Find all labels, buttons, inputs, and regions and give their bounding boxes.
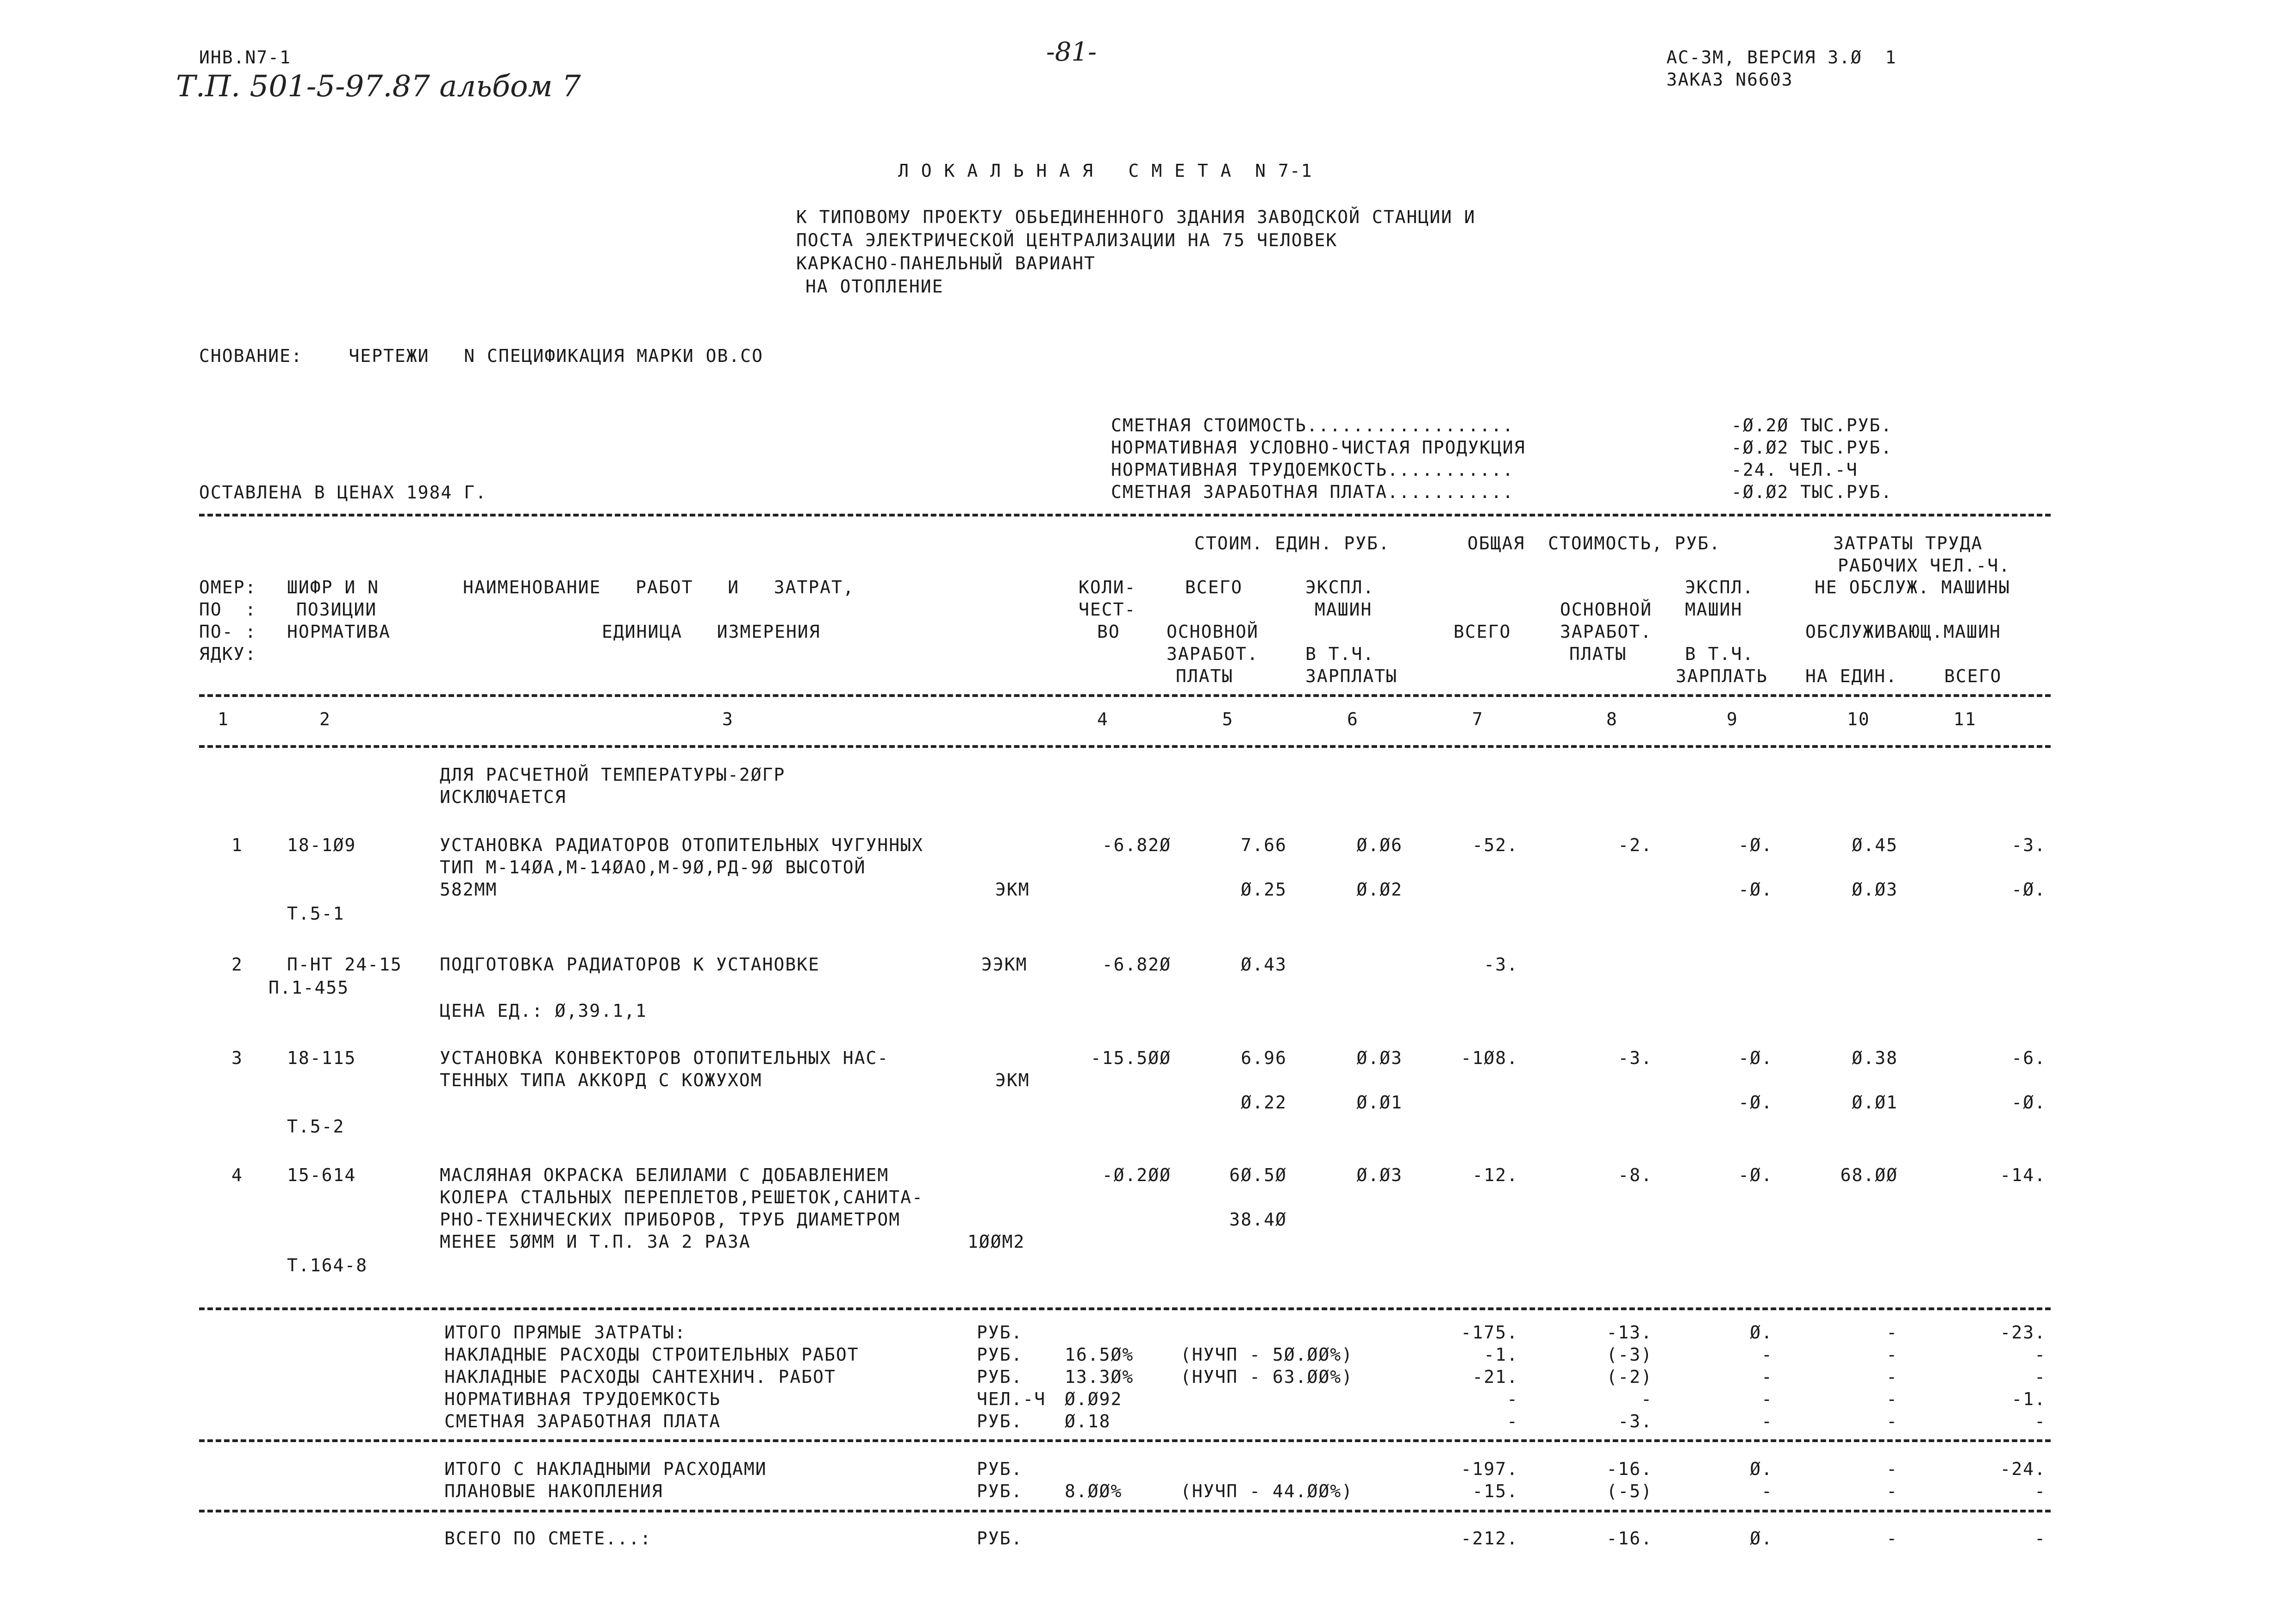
row-name: ТЕННЫХ ТИПА АККОРД С КОЖУХОМ [440, 1070, 762, 1090]
grand-total-c11: - [2034, 1528, 2046, 1549]
row-name: ПОДГОТОВКА РАДИАТОРОВ К УСТАНОВКЕ [440, 954, 820, 975]
grand-total-c8: -16. [1606, 1528, 1653, 1549]
header-col6: ЗАРПЛАТЫ [1305, 666, 1398, 686]
grand-total-label: ВСЕГО ПО СМЕТЕ...: [444, 1528, 652, 1549]
header-col6: В Т.Ч. [1305, 644, 1375, 664]
total-c9: - [1761, 1481, 1773, 1501]
handwritten-reference: Т.П. 501-5-97.87 альбом 7 [176, 69, 581, 104]
total-c10: - [1886, 1459, 1898, 1479]
row-c6: Ø.Ø3 [1356, 1048, 1403, 1068]
row-unit: ЭКМ [995, 879, 1030, 900]
grand-total-unit: РУБ. [977, 1528, 1023, 1549]
row-qty: -6.82Ø [1102, 835, 1171, 855]
total-c10: - [1886, 1411, 1898, 1431]
row-code: П-НТ 24-15 [287, 954, 402, 975]
row-c5b: Ø.22 [1241, 1092, 1287, 1113]
total-c7: -1. [1484, 1344, 1518, 1365]
row-name: УСТАНОВКА РАДИАТОРОВ ОТОПИТЕЛЬНЫХ ЧУГУННЫХ [440, 835, 923, 855]
total-c7: - [1507, 1389, 1518, 1409]
row-code: 15-614 [287, 1165, 356, 1185]
total-c9: - [1761, 1367, 1773, 1387]
total-c7: -15. [1472, 1481, 1518, 1501]
header-col4: КОЛИ- [1079, 577, 1136, 597]
total-unit: РУБ. [977, 1459, 1023, 1479]
row-c8: -3. [1618, 1048, 1653, 1068]
header-col7: ВСЕГО [1454, 622, 1511, 642]
row-c5: Ø.43 [1241, 954, 1287, 975]
total-note: (НУЧП - 5Ø.ØØ%) [1180, 1344, 1354, 1365]
total-label: СМЕТНАЯ ЗАРАБОТНАЯ ПЛАТА [444, 1411, 721, 1431]
total-label: НАКЛАДНЫЕ РАСХОДЫ СТРОИТЕЛЬНЫХ РАБОТ [444, 1344, 859, 1365]
title-line-1: К ТИПОВОМУ ПРОЕКТУ ОБЬЕДИНЕННОГО ЗДАНИЯ ЗАВОДСКОЙ СТАНЦИИ И [796, 207, 1476, 227]
row-c7: -3. [1484, 954, 1518, 975]
row-c5: 6.96 [1241, 1048, 1287, 1068]
total-c10: - [1886, 1367, 1898, 1387]
header-group-labor: ЗАТРАТЫ ТРУДА [1833, 533, 1983, 554]
total-c11: - [2034, 1367, 2046, 1387]
title-line-4: НА ОТОПЛЕНИЕ [805, 276, 944, 297]
header-group-unit: СТОИМ. ЕДИН. РУБ. [1194, 533, 1390, 554]
summary-value: -Ø.2Ø ТЫС.РУБ. [1731, 415, 1893, 436]
row-qty: -6.82Ø [1102, 954, 1171, 975]
row-c10b: Ø.Ø3 [1852, 879, 1898, 900]
header-rule [199, 694, 2051, 697]
grand-total-c10: - [1886, 1528, 1898, 1549]
col-number: 7 [1472, 709, 1484, 729]
total-label: ИТОГО С НАКЛАДНЫМИ РАСХОДАМИ [444, 1459, 767, 1479]
row-c5: 7.66 [1241, 835, 1287, 855]
row-code-ref: П.1-455 [268, 977, 349, 998]
total-c8: -16. [1606, 1459, 1653, 1479]
total-c7: -21. [1472, 1367, 1518, 1387]
row-code-ref: Т.5-1 [287, 903, 345, 924]
col-number: 8 [1606, 709, 1618, 729]
header-col5: ОСНОВНОЙ [1167, 622, 1259, 642]
row-c11: -3. [2011, 835, 2046, 855]
row-qty: -15.5ØØ [1090, 1048, 1171, 1068]
header-col9: В Т.Ч. [1685, 644, 1754, 664]
total-c11: - [2034, 1481, 2046, 1501]
row-c5b: Ø.25 [1241, 879, 1287, 900]
row-c10: Ø.38 [1852, 1048, 1898, 1068]
header-col3-b: ЕДИНИЦА ИЗМЕРЕНИЯ [602, 622, 821, 642]
row-c9: -Ø. [1738, 835, 1773, 855]
row-unit: ЭЭКМ [981, 954, 1028, 975]
inventory-number: ИНВ.N7-1 [199, 47, 292, 68]
total-c11: - [2034, 1344, 2046, 1365]
summary-label: СМЕТНАЯ ЗАРАБОТНАЯ ПЛАТА........... [1111, 482, 1514, 502]
summary-label: НОРМАТИВНАЯ ТРУДОЕМКОСТЬ........... [1111, 460, 1514, 480]
row-code: 18-1Ø9 [287, 835, 356, 855]
row-qty: -Ø.2ØØ [1102, 1165, 1171, 1185]
summary-label: НОРМАТИВНАЯ УСЛОВНО-ЧИСТАЯ ПРОДУКЦИЯ [1111, 437, 1526, 458]
total-unit: ЧЕЛ.-Ч [977, 1389, 1046, 1409]
row-number: 2 [231, 954, 243, 975]
basis-line: СНОВАНИЕ: ЧЕРТЕЖИ N СПЕЦИФИКАЦИЯ МАРКИ ОВ.СО [199, 346, 764, 366]
total-c9: - [1761, 1411, 1773, 1431]
row-c6: Ø.Ø3 [1356, 1165, 1403, 1185]
header-col9: ЭКСПЛ. [1685, 577, 1754, 597]
header-col3-a: НАИМЕНОВАНИЕ РАБОТ И ЗАТРАТ, [463, 577, 855, 597]
header-col8: ЗАРАБОТ. [1560, 622, 1653, 642]
header-group-labor: РАБОЧИХ ЧЕЛ.-Ч. [1838, 555, 2011, 576]
row-name: 582ММ [440, 879, 498, 900]
total-c9: Ø. [1750, 1322, 1773, 1343]
col-number: 10 [1847, 709, 1870, 729]
header-col2: НОРМАТИВА [287, 622, 391, 642]
header-col5: ПЛАТЫ [1176, 666, 1234, 686]
header-col11: ВСЕГО [1944, 666, 2002, 686]
row-unit: ЭКМ [995, 1070, 1030, 1090]
header-col6: МАШИН [1315, 599, 1373, 620]
header-col10: НА ЕДИН. [1805, 666, 1898, 686]
total-c11: -23. [2000, 1322, 2046, 1343]
header-col2: ПОЗИЦИИ [296, 599, 377, 620]
row-c9: -Ø. [1738, 1048, 1773, 1068]
row-c6: Ø.Ø6 [1356, 835, 1403, 855]
total-c10: - [1886, 1344, 1898, 1365]
header-col1: ПО- : [199, 622, 257, 642]
header-col5: ЗАРАБОТ. [1167, 644, 1259, 664]
version-label: АС-3М, ВЕРСИЯ 3.Ø 1 [1666, 47, 1897, 68]
section-note: ИСКЛЮЧАЕТСЯ [440, 787, 567, 807]
total-c7: -197. [1460, 1459, 1518, 1479]
row-code: 18-115 [287, 1048, 356, 1068]
total-c11: -1. [2011, 1389, 2046, 1409]
total-c10: - [1886, 1481, 1898, 1501]
total-c11: - [2034, 1411, 2046, 1431]
total-c8: -3. [1618, 1411, 1653, 1431]
total-c9: - [1761, 1389, 1773, 1409]
total-unit: РУБ. [977, 1481, 1023, 1501]
header-col2: ШИФР И N [287, 577, 380, 597]
col-number: 11 [1953, 709, 1977, 729]
header-col4: ВО [1097, 622, 1120, 642]
total-note: (НУЧП - 63.ØØ%) [1180, 1367, 1354, 1387]
totals-rule-2 [199, 1439, 2051, 1442]
total-unit: РУБ. [977, 1411, 1023, 1431]
header-col9: МАШИН [1685, 599, 1743, 620]
price-note: ЦЕНА ЕД.: Ø,39.1,1 [440, 1001, 647, 1021]
header-group-total: ОБЩАЯ СТОИМОСТЬ, РУБ. [1467, 533, 1721, 554]
total-c11: -24. [2000, 1459, 2046, 1479]
total-c8: -13. [1606, 1322, 1653, 1343]
row-c11: -6. [2011, 1048, 2046, 1068]
title-line-2: ПОСТА ЭЛЕКТРИЧЕСКОЙ ЦЕНТРАЛИЗАЦИИ НА 75 ЧЕЛОВЕК [796, 230, 1338, 250]
row-c9b: -Ø. [1738, 1092, 1773, 1113]
summary-value: -Ø.Ø2 ТЫС.РУБ. [1731, 437, 1893, 458]
total-c8: - [1641, 1389, 1653, 1409]
row-c5: 6Ø.5Ø [1229, 1165, 1287, 1185]
row-c10: 68.ØØ [1840, 1165, 1898, 1185]
table-top-rule [199, 514, 2051, 516]
header-col1: ОМЕР: [199, 577, 257, 597]
total-c7: -175. [1460, 1322, 1518, 1343]
header-col1: ПО : [199, 599, 257, 620]
order-number: ЗАКАЗ N6603 [1666, 69, 1793, 90]
header-col4: ЧЕСТ- [1079, 599, 1136, 620]
row-c11b: -Ø. [2011, 1092, 2046, 1113]
row-c6b: Ø.Ø2 [1356, 879, 1403, 900]
row-name: УСТАНОВКА КОНВЕКТОРОВ ОТОПИТЕЛЬНЫХ НАС- [440, 1048, 889, 1068]
header-bottom-rule [199, 745, 2051, 748]
col-number: 5 [1222, 709, 1234, 729]
page-number: -81- [1046, 37, 1097, 67]
total-c7: - [1507, 1411, 1518, 1431]
row-number: 3 [231, 1048, 243, 1068]
summary-value: -Ø.Ø2 ТЫС.РУБ. [1731, 482, 1893, 502]
row-number: 1 [231, 835, 243, 855]
row-c7: -52. [1472, 835, 1518, 855]
header-col1: ЯДКУ: [199, 644, 257, 664]
row-c11b: -Ø. [2011, 879, 2046, 900]
row-c11: -14. [2000, 1165, 2046, 1185]
row-c8: -8. [1618, 1165, 1653, 1185]
total-rate: 8.ØØ% [1065, 1481, 1123, 1501]
total-c8: (-3) [1606, 1344, 1653, 1365]
row-c10: Ø.45 [1852, 835, 1898, 855]
document-title: Л О К А Л Ь Н А Я С М Е Т А N 7-1 [898, 161, 1313, 181]
total-c8: (-5) [1606, 1481, 1653, 1501]
row-name: ТИП М-14ØА,М-14ØАО,М-9Ø,РД-9Ø ВЫСОТОЙ [440, 857, 866, 877]
total-c8: (-2) [1606, 1367, 1653, 1387]
col-number: 9 [1727, 709, 1738, 729]
total-c10: - [1886, 1389, 1898, 1409]
row-c9b: -Ø. [1738, 879, 1773, 900]
row-name: КОЛЕРА СТАЛЬНЫХ ПЕРЕПЛЕТОВ,РЕШЕТОК,САНИТА- [440, 1187, 923, 1207]
row-name: МАСЛЯНАЯ ОКРАСКА БЕЛИЛАМИ С ДОБАВЛЕНИЕМ [440, 1165, 889, 1185]
col-number: 1 [218, 709, 229, 729]
row-c5b: 38.4Ø [1229, 1209, 1287, 1230]
col-number: 2 [319, 709, 331, 729]
grand-total-c7: -212. [1460, 1528, 1518, 1549]
title-line-3: КАРКАСНО-ПАНЕЛЬНЫЙ ВАРИАНТ [796, 253, 1096, 274]
grand-total-c9: Ø. [1750, 1528, 1773, 1549]
price-level: ОСТАВЛЕНА В ЦЕНАХ 1984 Г. [199, 482, 487, 503]
total-rate: 16.5Ø% [1065, 1344, 1134, 1365]
total-note: (НУЧП - 44.ØØ%) [1180, 1481, 1354, 1501]
row-unit: 1ØØМ2 [967, 1232, 1025, 1252]
row-c10b: Ø.Ø1 [1852, 1092, 1898, 1113]
total-c9: - [1761, 1344, 1773, 1365]
totals-rule-3 [199, 1510, 2051, 1512]
section-note: ДЛЯ РАСЧЕТНОЙ ТЕМПЕРАТУРЫ-2ØГР [440, 765, 786, 785]
total-c10: - [1886, 1322, 1898, 1343]
total-unit: РУБ. [977, 1344, 1023, 1365]
header-col8: ОСНОВНОЙ [1560, 599, 1653, 620]
header-col10-11b: ОБСЛУЖИВАЮЩ.МАШИН [1805, 622, 2001, 642]
row-code-ref: Т.5-2 [287, 1116, 345, 1137]
total-label: ИТОГО ПРЯМЫЕ ЗАТРАТЫ: [444, 1322, 686, 1343]
row-c9: -Ø. [1738, 1165, 1773, 1185]
total-label: НОРМАТИВНАЯ ТРУДОЕМКОСТЬ [444, 1389, 721, 1409]
total-unit: РУБ. [977, 1367, 1023, 1387]
col-number: 4 [1097, 709, 1109, 729]
row-c6b: Ø.Ø1 [1356, 1092, 1403, 1113]
row-c8: -2. [1618, 835, 1653, 855]
row-code-ref: Т.164-8 [287, 1255, 368, 1276]
total-rate: Ø.18 [1065, 1411, 1111, 1431]
row-name: РНО-ТЕХНИЧЕСКИХ ПРИБОРОВ, ТРУБ ДИАМЕТРОМ [440, 1209, 901, 1230]
total-label: ПЛАНОВЫЕ НАКОПЛЕНИЯ [444, 1481, 663, 1501]
header-col9: ЗАРПЛАТЬ [1676, 666, 1768, 686]
row-c7: -1Ø8. [1460, 1048, 1518, 1068]
row-number: 4 [231, 1165, 243, 1185]
header-col10-11: НЕ ОБСЛУЖ. МАШИНЫ [1815, 577, 2010, 597]
row-c7: -12. [1472, 1165, 1518, 1185]
totals-rule [199, 1307, 2051, 1310]
total-rate: Ø.Ø92 [1065, 1389, 1123, 1409]
total-label: НАКЛАДНЫЕ РАСХОДЫ САНТЕХНИЧ. РАБОТ [444, 1367, 836, 1387]
col-number: 6 [1347, 709, 1359, 729]
header-col5: ВСЕГО [1185, 577, 1243, 597]
total-unit: РУБ. [977, 1322, 1023, 1343]
summary-label: СМЕТНАЯ СТОИМОСТЬ.................. [1111, 415, 1514, 436]
total-c9: Ø. [1750, 1459, 1773, 1479]
col-number: 3 [722, 709, 734, 729]
row-name: МЕНЕЕ 5ØММ И Т.П. ЗА 2 РАЗА [440, 1232, 751, 1252]
total-rate: 13.3Ø% [1065, 1367, 1134, 1387]
header-col6: ЭКСПЛ. [1305, 577, 1375, 597]
summary-value: -24. ЧЕЛ.-Ч [1731, 460, 1858, 480]
header-col8: ПЛАТЫ [1569, 644, 1627, 664]
